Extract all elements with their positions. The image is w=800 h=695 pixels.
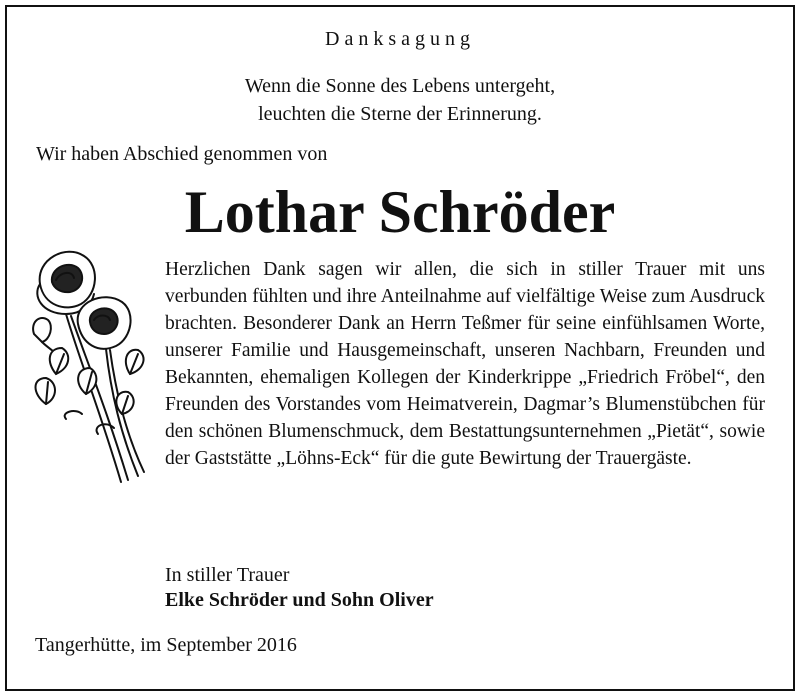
thank-you-text: Herzlichen Dank sagen wir allen, die sich in stiller Trauer mit uns verbunden fühlten und ihre Anteilnahme auf vielfältige Weise zum Ausdruck brachten. Besonderer Dank an Herrn Teßmer für seine einfühlsamen Worte, unserer Familie und Hausgemeinschaft, unseren Nachbarn, Freunden und Bekannten, ehemaligen Kollegen der Kinderkrippe „Friedrich Fröbel“, den Freunden des Vorstandes vom Heimatverein, Dagmar’s Blumenstübchen für den schönen Blumenschmuck, dem Bestattungsunternehmen „Pietät“, sowie der Gaststätte „Löhns-Eck“ für die gute Bewirtung der Trauergäste. <box>165 259 765 469</box>
motto-line-2: leuchten die Sterne der Erinnerung. <box>258 103 542 125</box>
motto-line-1: Wenn die Sonne des Lebens untergeht, <box>244 75 556 97</box>
roses-illustration-icon <box>26 244 154 486</box>
motto <box>0 72 800 128</box>
notice-heading: Danksagung <box>325 28 475 50</box>
mourning-label: In stiller Trauer <box>165 564 290 586</box>
place-date: Tangerhütte, im September 2016 <box>35 634 297 656</box>
intro-line: Wir haben Abschied genommen von <box>36 143 328 165</box>
mourners-names: Elke Schröder und Sohn Oliver <box>165 589 434 611</box>
deceased-name: Lothar Schröder <box>184 179 616 245</box>
